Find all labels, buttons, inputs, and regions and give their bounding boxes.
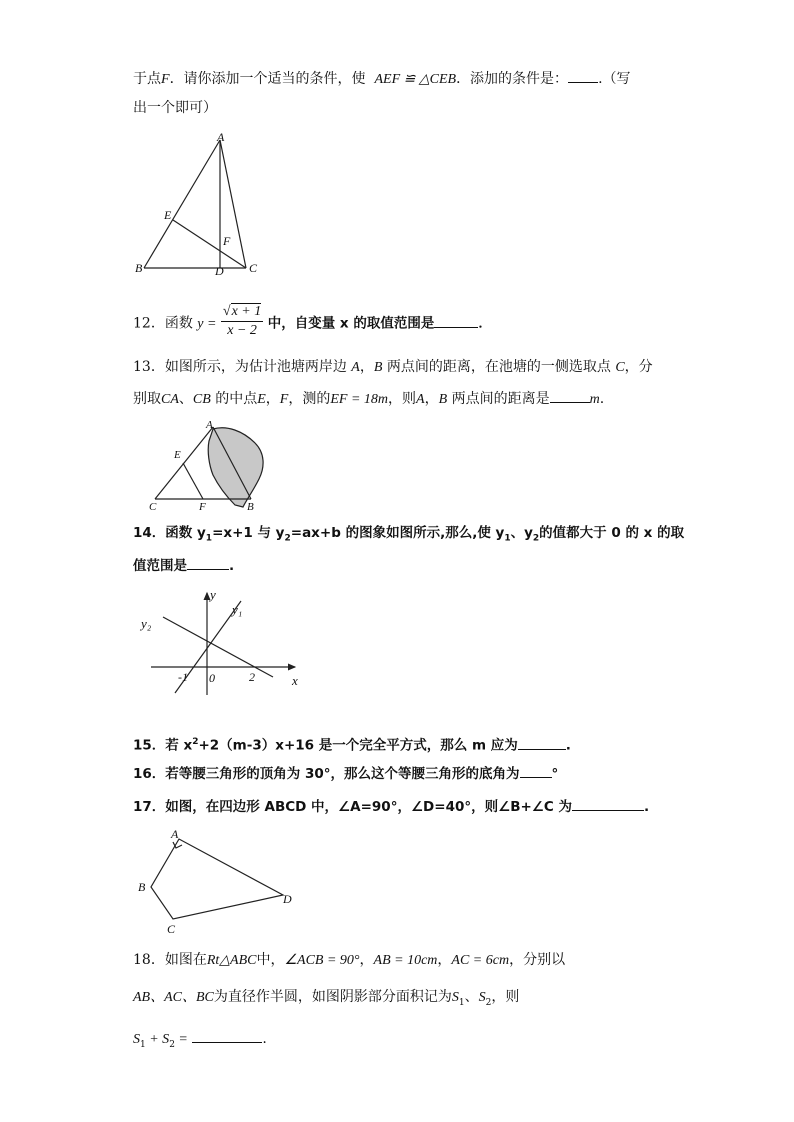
q13-sep: 、 [178,391,193,407]
q13-label-e: E [174,449,181,461]
q18-ab-value: AB = 10cm [373,953,438,968]
q13-pond-shape [208,428,263,507]
q12-radicand: x + 1 [231,304,262,319]
q18-text-e: ，则 [491,989,520,1005]
q18-sum-eq: = [174,1032,188,1047]
q13-segment-ef [183,463,203,499]
q14-label-y: y [210,587,216,602]
q17-text-a: 17．如图，在四边形 [133,799,265,815]
q16-text: 16．若等腰三角形的顶角为 30°，那么这个等腰三角形的底角为 [133,766,520,782]
q13-text-measure: ，测的 [288,391,331,407]
q14-line1 [133,523,684,549]
q12-prefix: 12．函数 [133,315,193,332]
q13-text-d: ，分 [624,359,653,375]
q11-label-d: D [215,264,224,278]
q11-side-ac [220,140,246,268]
q15-text-b: +2（m-3）x+16 是一个完全平方式，那么 m 应为 [198,737,518,754]
q18-ac-value: AC = 6cm [451,953,510,968]
q17-answer-blank[interactable] [572,796,644,811]
q13-label-a: A [206,419,213,431]
q11-line2 [133,98,217,118]
q14-label-y1: y₁ [232,602,243,617]
q14-text-a: 14．函数 y [133,525,206,541]
q18-end: . [262,1031,267,1047]
q11-text-line2: 出一个即可） [133,100,217,116]
q13-point-f: F [279,392,289,407]
q18-line2 [133,987,519,1013]
q18-sep: 、 [464,989,479,1005]
q17-line [133,796,649,817]
q13-text-then: ，则 [388,391,417,407]
q13-text-mid: 的中点 [215,391,258,407]
q16-line [133,763,558,784]
q18-answer-blank[interactable] [192,1028,262,1043]
q13-label-f: F [199,501,206,512]
q11-label-b: B [135,261,143,275]
q15-answer-blank[interactable] [518,735,566,750]
q14-text-e: 的值都大于 0 的 x 的取 [539,525,685,541]
q17-label-a: A [171,827,179,841]
q14-sub2: 2 [284,533,291,544]
q13-seg-ca: CA [161,392,179,407]
q18-sum-plus: + S [145,1032,170,1047]
q18-sum-sub2: 2 [169,1039,175,1050]
q13-comma3: ， [424,391,439,407]
q18-comma1: ， [359,952,374,968]
q15-text-a: 15．若 x [133,737,193,754]
q11-text-c: ．添加的条件是： [456,71,569,87]
q13-point-b: B [373,360,383,375]
q18-sum-sub1: 1 [140,1039,146,1050]
q17-quad-abcd [151,839,283,919]
q13-point-a2: A [416,392,425,407]
q18-rt-triangle: Rt△ABC [206,953,257,968]
q12-numerator: √x + 1 [221,303,263,322]
q11-answer-blank[interactable] [568,68,598,83]
q13-ef-value: EF = 18m [330,392,389,407]
q16-answer-blank[interactable] [520,763,552,778]
q17-quadrilateral-figure [133,825,298,935]
q18-comma2: ， [437,952,452,968]
q11-text-a: 于点 [133,71,161,87]
q14-end: . [229,558,235,574]
q13-label-c: C [149,501,157,512]
q13-line2 [133,388,604,410]
q13-point-c: C [615,360,625,375]
q11-point-f: F [161,72,170,87]
q14-graph-figure [135,585,310,700]
q14-sub2b: 2 [532,533,540,544]
q18-segments: AB、AC、BC [133,990,214,1005]
q14-sub1: 1 [205,533,213,544]
q11-congruence: AEF ≌ △CEB [374,72,457,87]
q13-text-bieq: 别取 [133,391,161,407]
q11-triangle-figure [128,130,268,280]
q14-label-neg1: -1 [178,670,188,684]
q12-answer-blank[interactable] [434,313,478,328]
q14-sub1b: 1 [504,533,511,544]
q17-label-d: D [283,892,292,906]
q14-text-b: =x+1 与 y [212,525,285,541]
q12-lhs: y = [197,316,217,332]
q18-line3 [133,1028,267,1055]
q13-text-c: 两点间的距离，在池塘的一侧选取点 [386,359,611,375]
q14-line2 [133,555,234,576]
q11-label-c: C [249,261,258,275]
q12-fraction [221,303,263,340]
q15-line [133,732,571,756]
q11-segment-ce [173,220,246,268]
q14-label-x: x [292,673,298,688]
q13-text-a: 13．如图所示，为估计池塘两岸边 [133,359,347,375]
q13-unit: m [589,392,600,407]
q17-label-c: C [167,922,176,935]
q14-label-y2: y₂ [141,616,152,631]
q13-label-b: B [247,501,254,512]
q14-answer-blank[interactable] [187,555,229,570]
q11-label-a: A [217,130,225,144]
q13-comma2: ， [265,391,280,407]
q13-seg-cb: CB [192,392,211,407]
q13-end: . [599,391,605,407]
q13-point-b2: B [438,392,448,407]
q11-label-f: F [223,234,231,248]
q13-pond-figure [143,417,273,512]
q17-label-b: B [138,880,146,894]
q12-line [133,305,492,341]
q14-text-d: 、y [510,525,533,541]
q13-answer-blank[interactable] [550,388,590,403]
q13-point-a: A [351,360,360,375]
q17-text-b: ABCD 中，∠A=90°，∠D=40°，则∠B+∠C 为 [264,799,573,815]
q15-end: . [565,737,571,754]
q18-s2: S [478,990,486,1005]
q14-label-2: 2 [249,670,255,684]
q18-text-a: 18．如图在 [133,952,207,968]
q18-sum-s: S [133,1032,140,1047]
q18-text-b: 中， [256,952,285,968]
q13-point-e: E [257,392,266,407]
q18-line1 [133,950,565,971]
q11-text-d: .（写 [598,71,631,87]
q14-text-line2: 值范围是 [133,558,187,574]
q11-side-ab [144,140,220,268]
q14-line-y2 [163,617,273,677]
q14-text-c: =ax+b 的图象如图所示,那么,使 y [290,525,505,541]
q18-text-c: ，分别以 [509,952,566,968]
q18-angle-acb: ∠ACB = 90° [284,953,360,968]
q18-s1: S [451,990,459,1005]
q13-line1 [133,357,653,378]
q13-side-ca [155,427,213,499]
q15-sup: 2 [192,737,199,747]
q13-text-distance: 两点间的距离是 [451,391,550,407]
q12-end: ． [478,315,492,332]
q12-suffix: 中，自变量 x 的取值范围是 [267,315,435,332]
q11-label-e: E [164,208,172,222]
q16-end: ° [551,766,559,782]
q14-label-0: 0 [209,671,215,685]
q12-denominator: x − 2 [227,323,257,338]
q18-s1-sub: 1 [458,997,465,1008]
q11-line1 [133,68,631,90]
q11-text-b: ．请你添加一个适当的条件，使 [169,71,366,87]
q13-comma: ， [359,359,374,375]
q17-end: . [644,799,650,815]
q18-s2-sub: 2 [485,997,492,1008]
q18-text-d: 为直径作半圆，如图阴影部分面积记为 [213,989,452,1005]
